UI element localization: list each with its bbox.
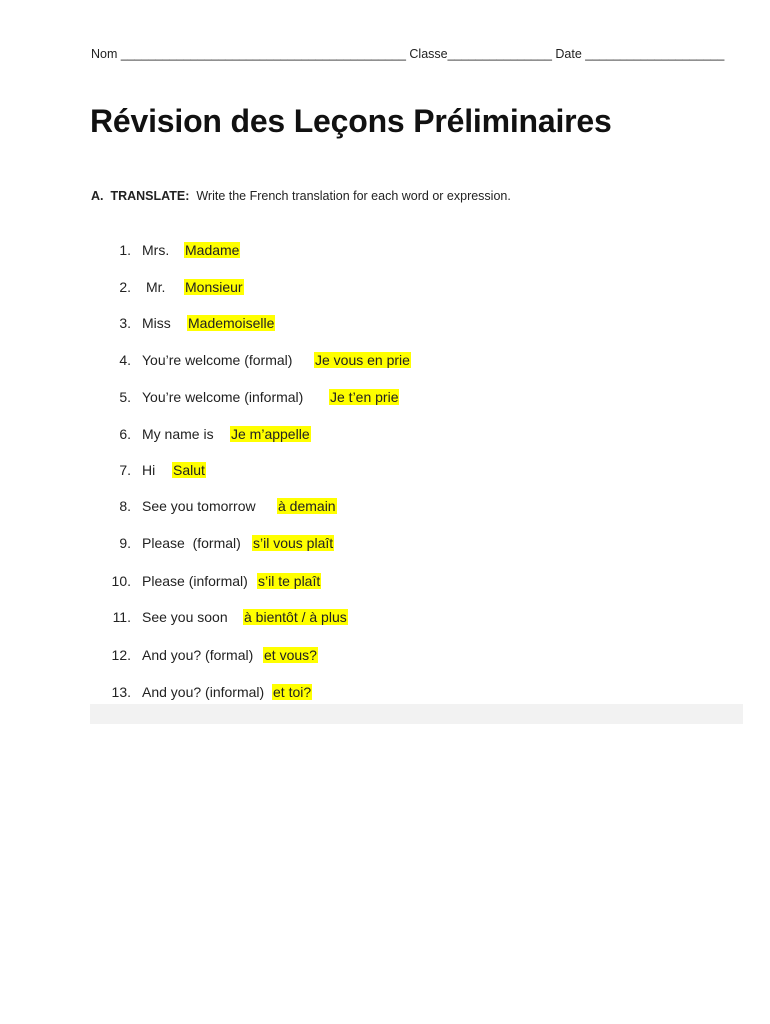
french-answer-highlight: Salut xyxy=(173,462,205,478)
french-answer-highlight: Je t’en prie xyxy=(330,389,399,405)
item-number: 4. xyxy=(119,352,131,368)
list-item xyxy=(0,573,770,595)
english-term: Mr. xyxy=(146,279,166,295)
english-term: Mrs. xyxy=(142,242,170,258)
section-instruction: Write the French translation for each word or expression. xyxy=(196,189,511,203)
french-answer-highlight: s’il vous plaît xyxy=(253,535,334,551)
english-term: And you? (formal) xyxy=(142,647,254,663)
english-term: See you soon xyxy=(142,609,228,625)
french-answer-highlight: à demain xyxy=(278,498,336,514)
item-number: 12. xyxy=(111,647,131,663)
nom-blank: _________________________________________ xyxy=(120,47,406,61)
english-term: Miss xyxy=(142,315,171,331)
item-number: 2. xyxy=(119,279,131,295)
french-answer-highlight: Monsieur xyxy=(185,279,243,295)
english-term: See you tomorrow xyxy=(142,498,256,514)
list-item xyxy=(0,535,770,557)
list-item xyxy=(0,609,770,631)
list-item xyxy=(0,462,770,484)
item-number: 11. xyxy=(112,609,131,625)
classe-label: Classe xyxy=(409,47,448,61)
list-item xyxy=(0,315,770,337)
english-term: Please (formal) xyxy=(142,535,241,551)
english-term: Hi xyxy=(142,462,156,478)
english-term: Please (informal) xyxy=(142,573,248,589)
item-number: 13. xyxy=(111,684,131,700)
english-term: You’re welcome (formal) xyxy=(142,352,293,368)
french-answer-highlight: Madame xyxy=(185,242,240,258)
classe-blank: _______________ xyxy=(447,47,552,61)
french-answer-highlight: Je m’appelle xyxy=(231,426,310,442)
french-answer-highlight: et vous? xyxy=(264,647,317,663)
list-item xyxy=(0,279,770,301)
english-term: And you? (informal) xyxy=(142,684,265,700)
page-title: Révision des Leçons Préliminaires xyxy=(90,103,612,139)
french-answer-highlight: Je vous en prie xyxy=(315,352,410,368)
item-number: 10. xyxy=(111,573,131,589)
french-answer-highlight: Mademoiselle xyxy=(188,315,275,331)
section-a-heading xyxy=(91,189,511,203)
english-term: My name is xyxy=(142,426,214,442)
list-item xyxy=(0,426,770,448)
list-item xyxy=(0,389,770,411)
item-number: 8. xyxy=(119,498,131,514)
item-number: 6. xyxy=(119,426,131,442)
section-label: TRANSLATE: xyxy=(110,189,190,203)
item-number: 3. xyxy=(119,315,131,331)
student-info-line xyxy=(91,47,724,61)
item-number: 1. xyxy=(119,242,131,258)
item-number: 7. xyxy=(119,462,131,478)
shaded-blank-row xyxy=(90,704,743,724)
list-item xyxy=(0,684,770,706)
item-number: 5. xyxy=(119,389,131,405)
date-label: Date xyxy=(555,47,582,61)
item-number: 9. xyxy=(119,535,131,551)
french-answer-highlight: s’il te plaît xyxy=(258,573,321,589)
section-letter: A. xyxy=(91,189,104,203)
list-item xyxy=(0,498,770,520)
english-term: You’re welcome (informal) xyxy=(142,389,304,405)
date-blank: ____________________ xyxy=(585,47,725,61)
list-item xyxy=(0,352,770,374)
french-answer-highlight: à bientôt / à plus xyxy=(244,609,347,625)
nom-label: Nom xyxy=(91,47,118,61)
list-item xyxy=(0,647,770,669)
list-item xyxy=(0,242,770,264)
french-answer-highlight: et toi? xyxy=(273,684,312,700)
